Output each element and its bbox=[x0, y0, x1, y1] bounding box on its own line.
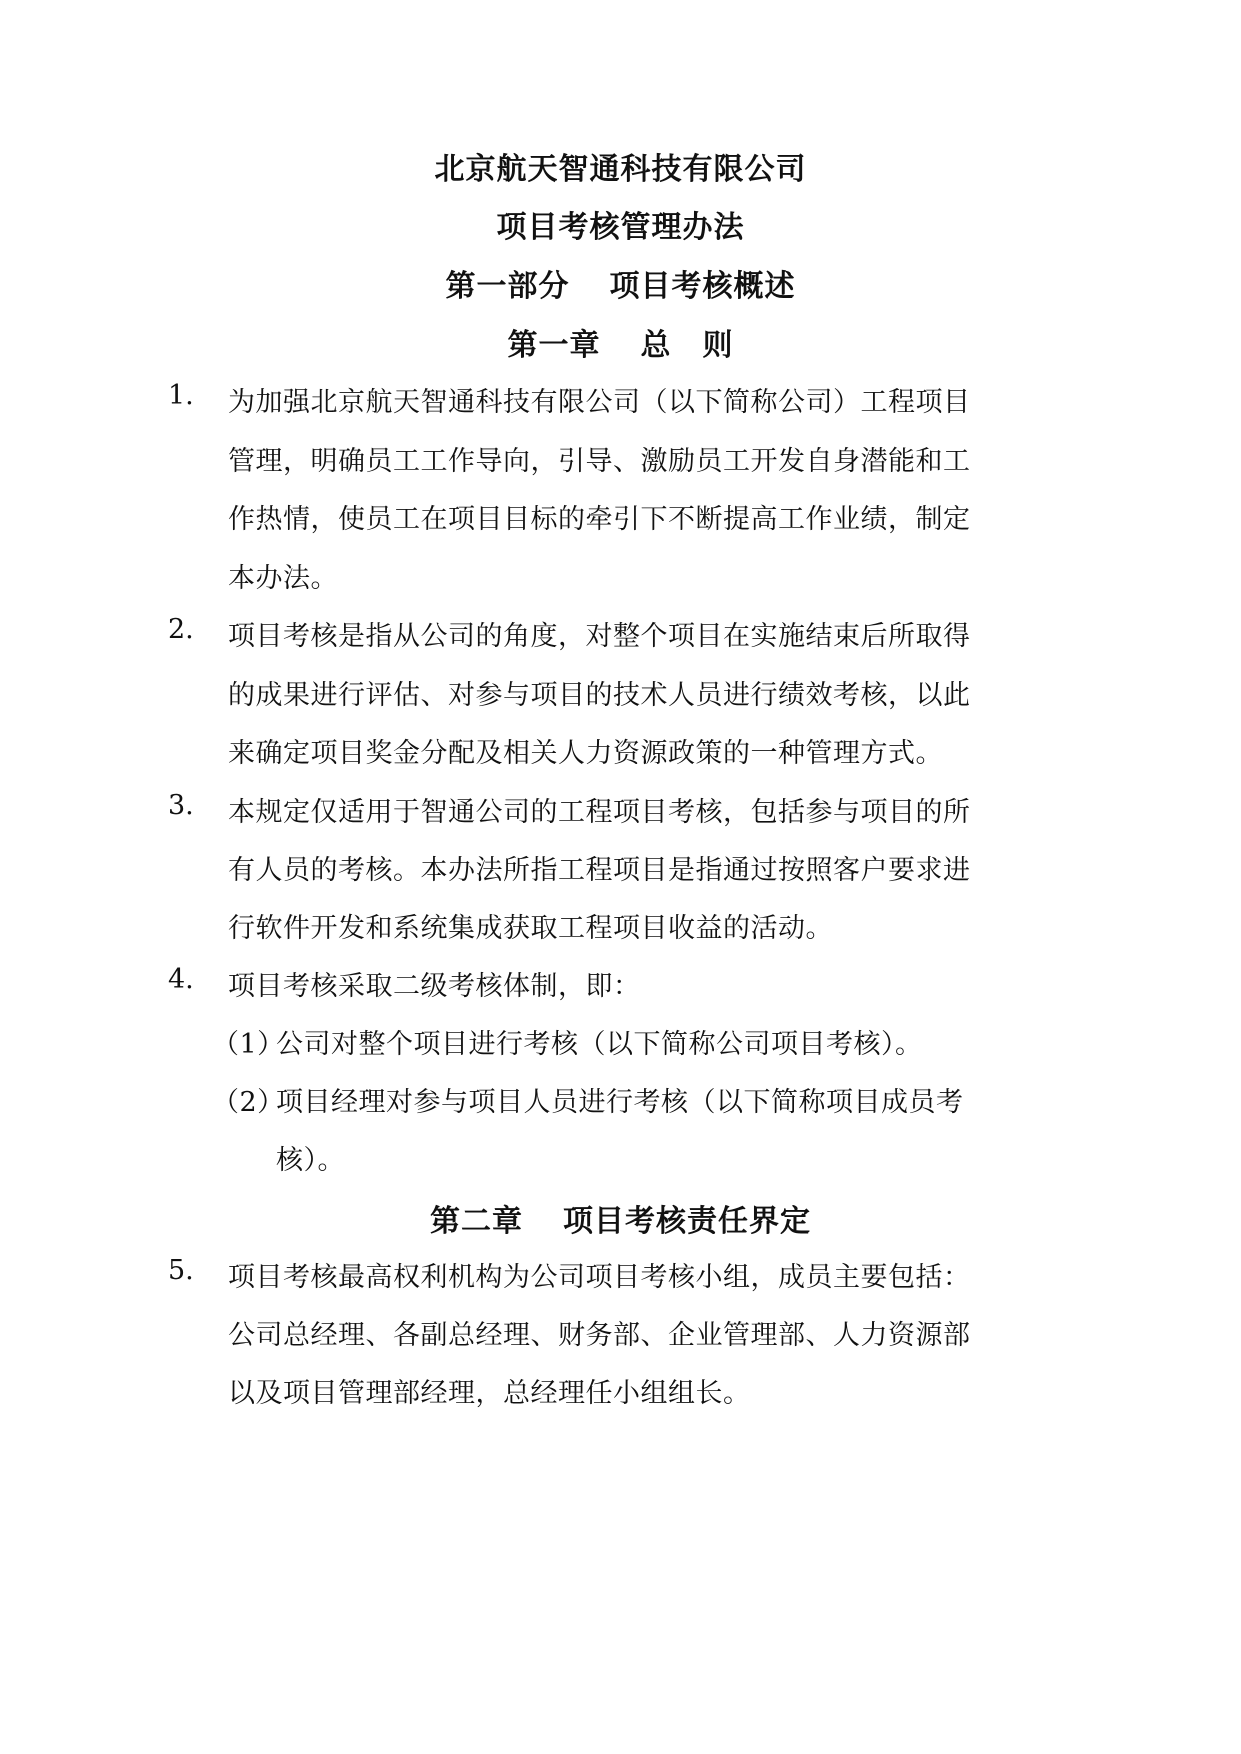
item-line: 项目考核是指从公司的角度，对整个项目在实施结束后所取得 bbox=[228, 621, 971, 652]
item-line: 行软件开发和系统集成获取工程项目收益的活动。 bbox=[228, 913, 833, 944]
chapter-2-label: 第二章 bbox=[430, 1204, 523, 1239]
item-line: 本规定仅适用于智通公司的工程项目考核，包括参与项目的所 bbox=[228, 797, 971, 828]
chapter-2-heading bbox=[0, 1196, 1241, 1240]
item-number: 4. bbox=[168, 964, 194, 995]
item-line: 项目考核采取二级考核体制，即： bbox=[228, 971, 641, 1002]
item-line: 项目考核最高权利机构为公司项目考核小组，成员主要包括： bbox=[228, 1262, 971, 1293]
part-heading bbox=[0, 261, 1241, 305]
item-line: 管理，明确员工工作导向，引导、激励员工开发自身潜能和工 bbox=[228, 446, 971, 477]
item-number: 3. bbox=[168, 790, 194, 821]
item-line: 为加强北京航天智通科技有限公司（以下简称公司）工程项目 bbox=[228, 387, 971, 418]
company-title: 北京航天智通科技有限公司 bbox=[434, 152, 807, 187]
item-line: 来确定项目奖金分配及相关人力资源政策的一种管理方式。 bbox=[228, 738, 943, 769]
subitem-number: （2） bbox=[212, 1087, 285, 1118]
part-title: 项目考核概述 bbox=[609, 269, 796, 304]
item-line: 的成果进行评估、对参与项目的技术人员进行绩效考核，以此 bbox=[228, 680, 971, 711]
item-line: 作热情，使员工在项目目标的牵引下不断提高工作业绩，制定 bbox=[228, 504, 971, 535]
subitem-line: 项目经理对参与项目人员进行考核（以下简称项目成员考 bbox=[276, 1087, 964, 1118]
chapter-1-label: 第一章 bbox=[507, 328, 601, 363]
item-line: 有人员的考核。本办法所指工程项目是指通过按照客户要求进 bbox=[228, 855, 971, 886]
chapter-1-heading bbox=[0, 320, 1241, 364]
item-number: 2. bbox=[168, 614, 194, 645]
part-label: 第一部分 bbox=[445, 269, 570, 304]
item-number: 5. bbox=[168, 1255, 194, 1286]
subitem-line: 公司对整个项目进行考核（以下简称公司项目考核）。 bbox=[276, 1029, 923, 1060]
item-line: 公司总经理、各副总经理、财务部、企业管理部、人力资源部 bbox=[228, 1320, 971, 1351]
subitem-number: （1） bbox=[212, 1029, 285, 1060]
document-title: 项目考核管理办法 bbox=[496, 210, 745, 245]
chapter-1-title: 总 则 bbox=[640, 328, 734, 363]
item-number: 1. bbox=[168, 380, 194, 411]
item-line: 本办法。 bbox=[228, 563, 338, 594]
subitem-line: 核）。 bbox=[276, 1145, 345, 1176]
chapter-2-title: 项目考核责任界定 bbox=[563, 1204, 811, 1239]
item-line: 以及项目管理部经理，总经理任小组组长。 bbox=[228, 1378, 751, 1409]
